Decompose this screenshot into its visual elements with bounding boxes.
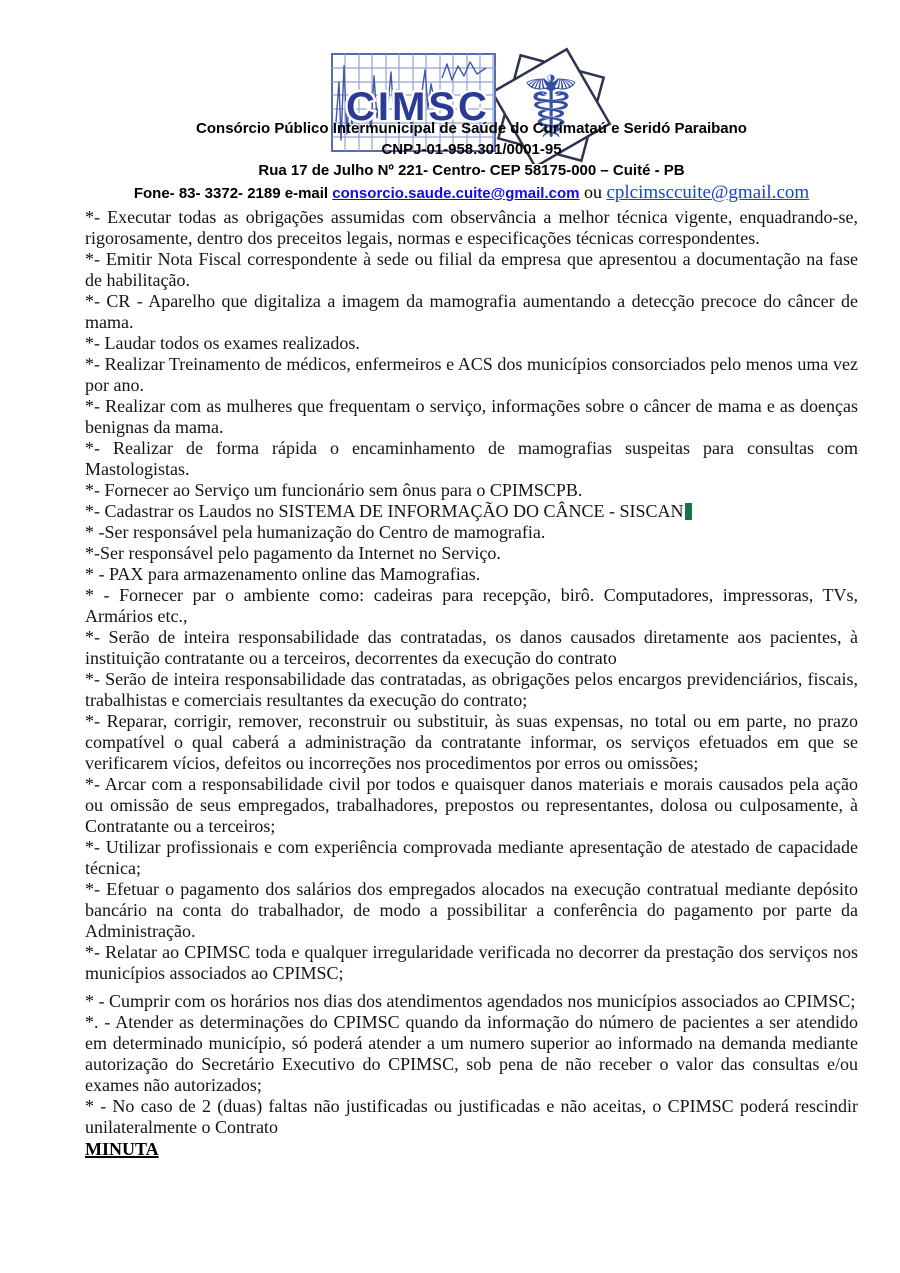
- letterhead: [85, 118, 858, 205]
- document-paragraph: *- Utilizar profissionais e com experiência comprovada mediante apresentação de atestado de capacidade técnica;: [85, 837, 858, 878]
- document-paragraph: *- Cadastrar os Laudos no SISTEMA DE INFORMAÇÃO DO CÂNCE - SISCAN: [85, 501, 858, 522]
- email-link-secondary[interactable]: cplcimsccuite@gmail.com: [606, 182, 810, 203]
- document-paragraph: *- Realizar com as mulheres que frequentam o serviço, informações sobre o câncer de mama e as doenças benignas da mama.: [85, 396, 858, 437]
- document-paragraph: *- Relatar ao CPIMSC toda e qualquer irregularidade verificada no decorrer da prestação dos serviços nos municípios associados ao CPIMSC;: [85, 942, 858, 983]
- document-paragraph: *-Ser responsável pelo pagamento da Internet no Serviço.: [85, 543, 501, 563]
- document-paragraph: *. - Atender as determinações do CPIMSC quando da informação do número de pacientes a ser atendido em determinado município, só poderá atender a um numero superior ao informado na demanda mediante autorização do Secretário Executivo do CPIMSC, sob pena de não receber o valor das consultas e/ou exames não autorizados;: [85, 1012, 858, 1095]
- email-separator: ou: [579, 182, 607, 202]
- document-paragraph: * -Ser responsável pela humanização do Centro de mamografia.: [85, 522, 546, 542]
- org-address: Rua 17 de Julho Nº 221- Centro- CEP 58175-000 – Cuité - PB: [258, 162, 685, 179]
- org-cnpj: CNPJ-01-958.301/0001-95: [381, 141, 562, 158]
- document-paragraph: *- Fornecer ao Serviço um funcionário sem ônus para o CPIMSCPB.: [85, 480, 583, 500]
- document-paragraph: *- Efetuar o pagamento dos salários dos empregados alocados na execução contratual mediante depósito bancário na conta do trabalhador, de modo a possibilitar a conferência do pagamento por parte da Administração.: [85, 879, 858, 941]
- minuta-heading: MINUTA: [85, 1139, 159, 1159]
- document-paragraph: *- CR - Aparelho que digitaliza a imagem da mamografia aumentando a detecção precoce do câncer de mama.: [85, 291, 858, 332]
- document-paragraph: *- Emitir Nota Fiscal correspondente à sede ou filial da empresa que apresentou a documentação na fase de habilitação.: [85, 249, 858, 290]
- document-paragraph: *- Realizar Treinamento de médicos, enfermeiros e ACS dos municípios consorciados pelo menos uma vez por ano.: [85, 354, 858, 395]
- document-paragraph: * - PAX para armazenamento online das Mamografias.: [85, 564, 481, 584]
- document-paragraph: *- Executar todas as obrigações assumidas com observância a melhor técnica vigente, enquadrando-se, rigorosamente, dentro dos preceitos legais, normas e especificações técnicas correspondentes.: [85, 207, 858, 248]
- document-paragraph: * - Fornecer par o ambiente como: cadeiras para recepção, birô. Computadores, impressoras, TVs, Armários etc.,: [85, 585, 858, 626]
- caduceus-icon: ☤: [521, 58, 580, 158]
- document-paragraph: *- Laudar todos os exames realizados.: [85, 333, 360, 353]
- logo-acronym: CIMSC: [345, 85, 490, 129]
- contact-line: [85, 181, 858, 205]
- document-paragraph: *- Serão de inteira responsabilidade das contratadas, as obrigações pelos encargos previdenciários, fiscais, trabalhistas e comerciais resultantes da execução do contrato;: [85, 669, 858, 710]
- document-paragraph: * - No caso de 2 (duas) faltas não justificadas ou justificadas e não aceitas, o CPIMSC poderá rescindir unilateralmente o Contrato: [85, 1096, 858, 1137]
- document-body: [85, 207, 858, 1138]
- org-name: Consórcio Público Intermunicipal de Saúde do Curimataú e Seridó Paraibano: [196, 120, 747, 137]
- text-cursor: [685, 503, 692, 520]
- phone-label: Fone- 83- 3372- 2189 e-mail: [133, 185, 333, 202]
- document-paragraph: *- Reparar, corrigir, remover, reconstruir ou substituir, às suas expensas, no total ou em parte, no prazo compatível o qual caberá a administração da contratante informar, os serviços efetuados em que se verificarem vícios, defeitos ou incorreções nos procedimentos por erros ou omissões;: [85, 711, 858, 773]
- email-link-primary[interactable]: consorcio.saude.cuite@gmail.com: [332, 185, 580, 202]
- document-paragraph: *- Realizar de forma rápida o encaminhamento de mamografias suspeitas para consultas com Mastologistas.: [85, 438, 858, 479]
- document-paragraph: * - Cumprir com os horários nos dias dos atendimentos agendados nos municípios associados ao CPIMSC;: [85, 991, 856, 1011]
- document-paragraph: *- Arcar com a responsabilidade civil por todos e quaisquer danos materiais e morais causados pela ação ou omissão de seus empregados, trabalhadores, prepostos ou representantes, dolosa ou culposamente, à Contratante ou a terceiros;: [85, 774, 858, 836]
- document-paragraph: *- Serão de inteira responsabilidade das contratadas, os danos causados diretamente aos pacientes, à instituição contratante ou a terceiros, decorrentes da execução do contrato: [85, 627, 858, 668]
